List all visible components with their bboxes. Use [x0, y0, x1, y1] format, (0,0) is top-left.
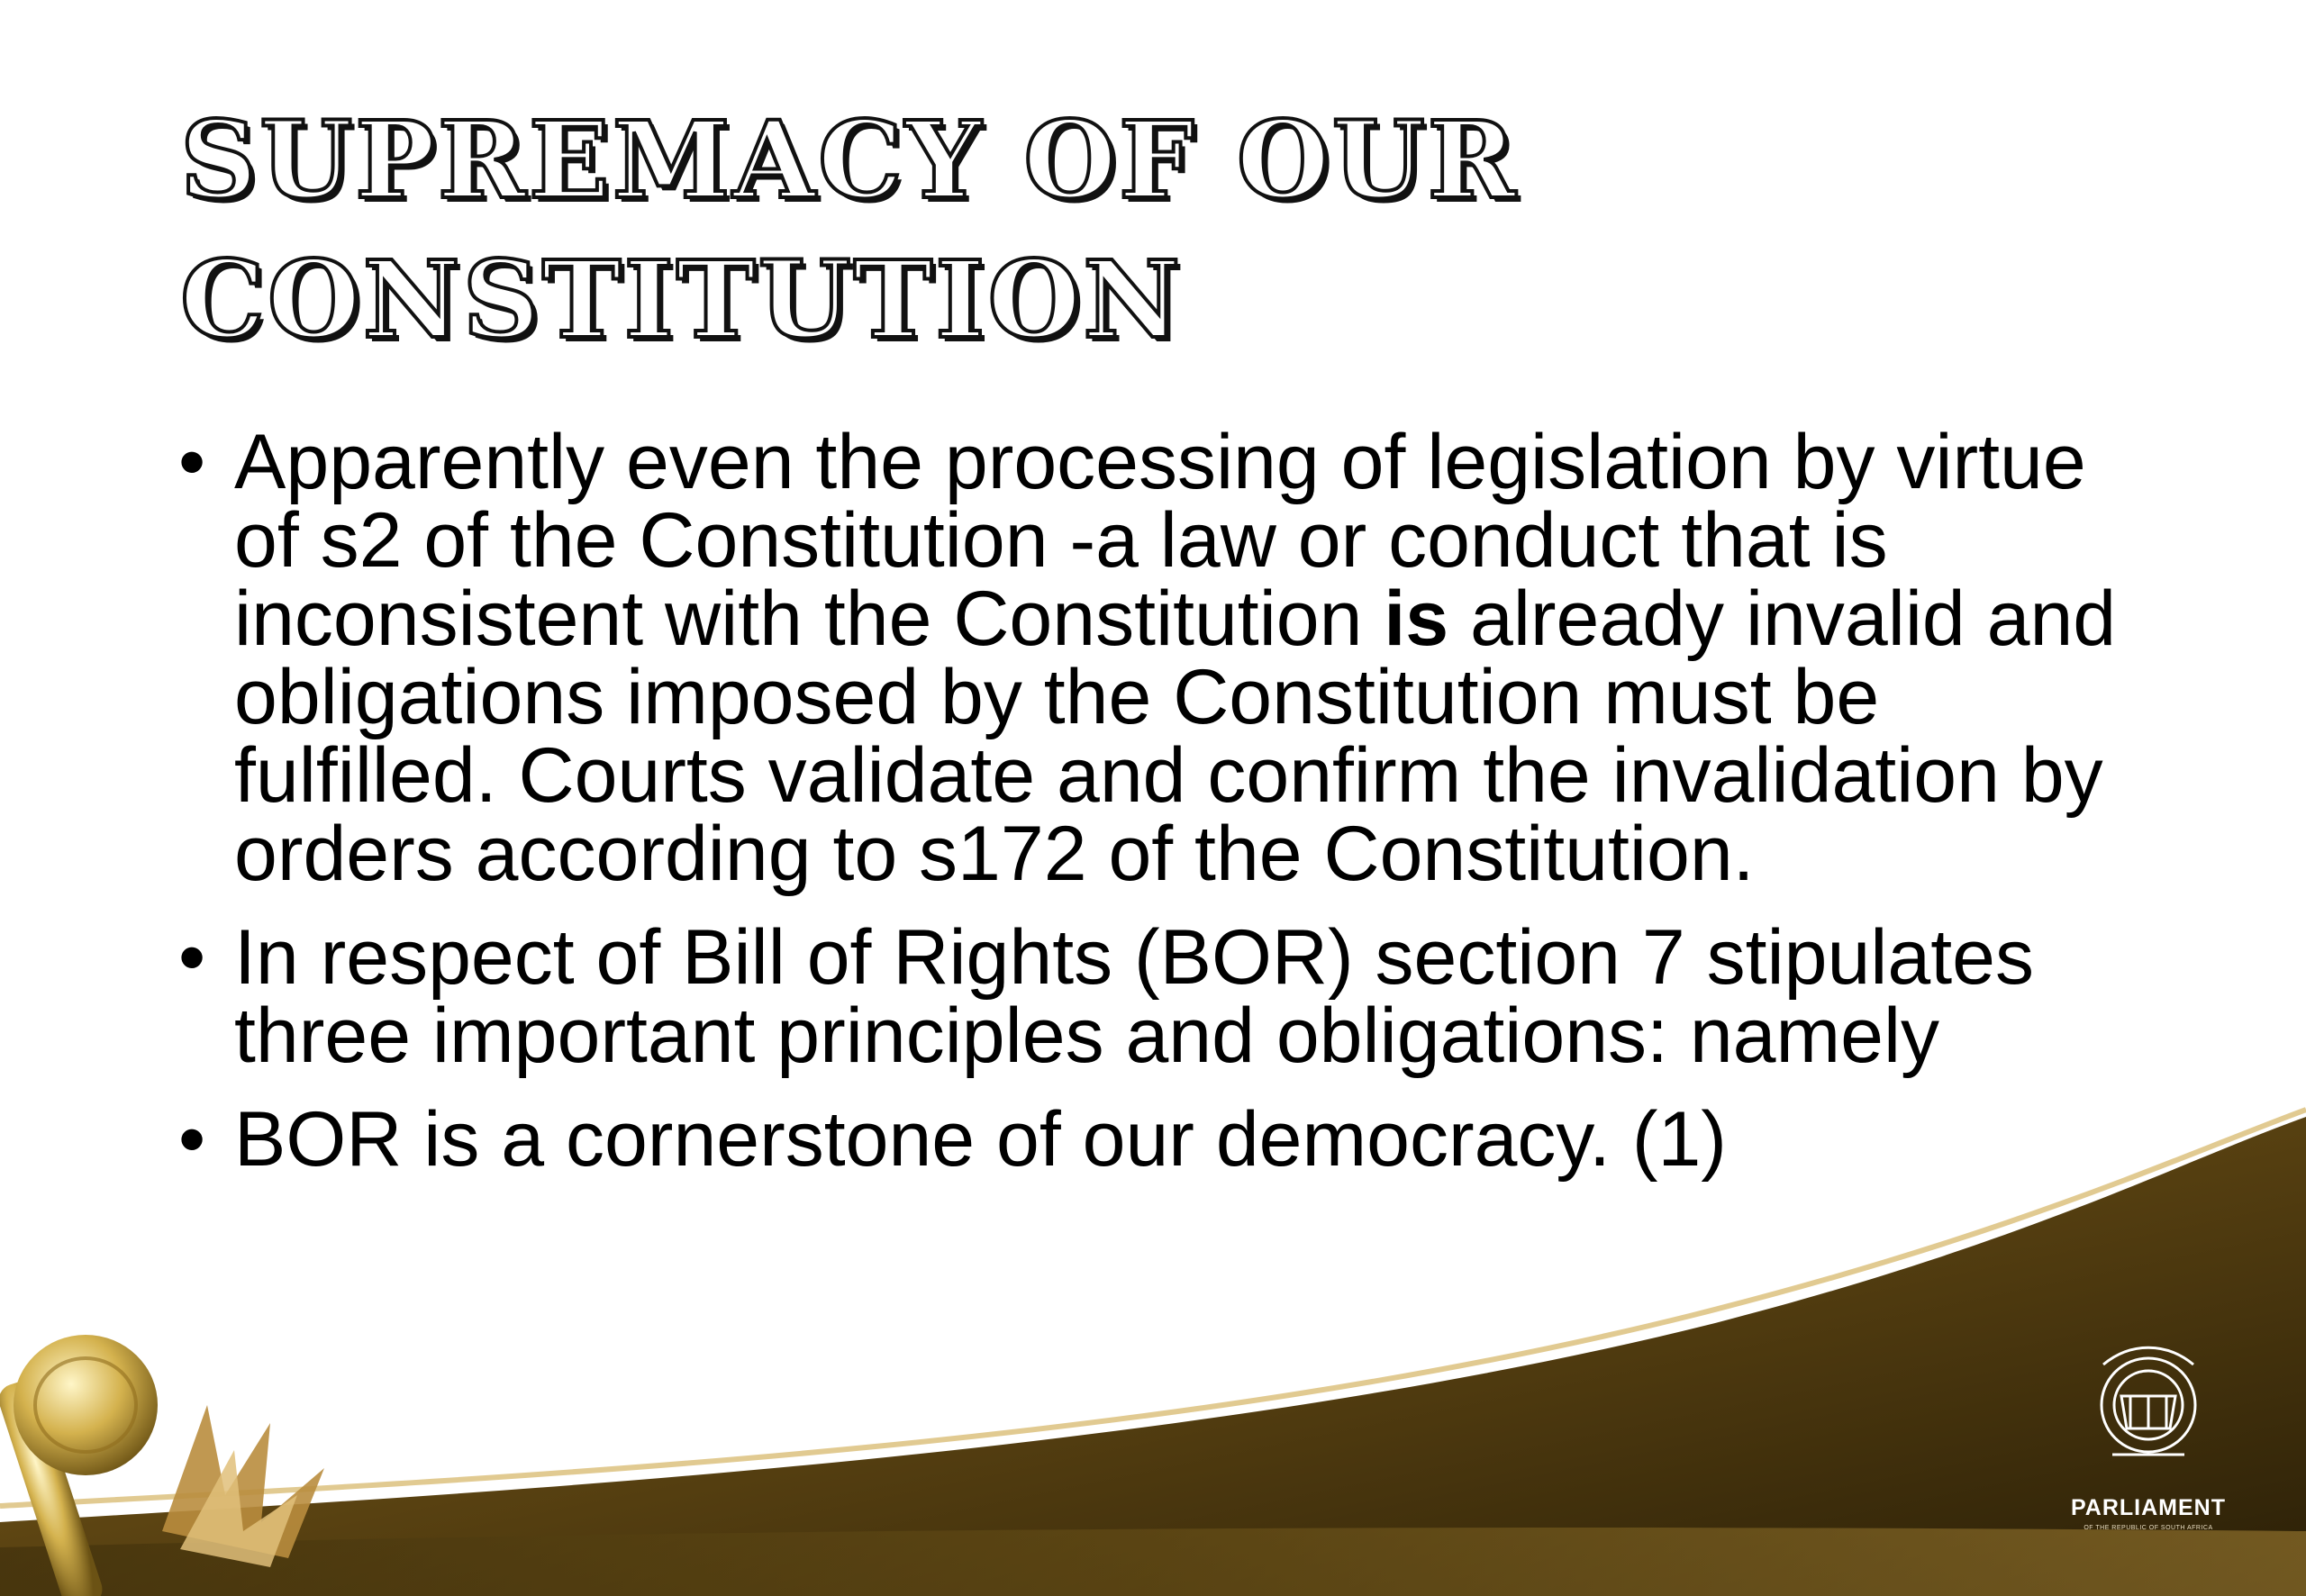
bullet-emphasis: is	[1384, 576, 1449, 662]
bullet-text: In respect of Bill of Rights (BOR) section 7 stipulates three important principles and obligations: namely	[234, 914, 2034, 1079]
logo-label: PARLIAMENT	[2070, 1495, 2227, 1520]
bullet-marker: •	[178, 1096, 206, 1183]
bullet-marker: •	[178, 914, 206, 1001]
bullet-text: BOR is a cornerstone of our democracy. (1)	[234, 1096, 1727, 1183]
bullet-item	[171, 1096, 2135, 1183]
bullet-text: Apparently even the processing of legislation by virtue of s2 of the Constitution -a law or conduct that is inconsistent with the Constitution	[234, 419, 2086, 662]
slide-title: SUPREMACY OF OUR CONSTITUTION	[180, 97, 1519, 362]
bullet-item	[171, 914, 2135, 1079]
bullet-text: already invalid and obligations imposed by the Constitution must be fulfilled. Courts validate and confirm the invalidation by orders according to s172 of the Constitution.	[234, 576, 2117, 897]
bullet-marker: •	[178, 419, 206, 505]
logo-sub-label: OF THE REPUBLIC OF SOUTH AFRICA	[2084, 1525, 2213, 1531]
bullet-item	[171, 419, 2135, 897]
bullet-list	[171, 419, 2135, 1204]
parliament-logo	[2045, 1351, 2252, 1549]
